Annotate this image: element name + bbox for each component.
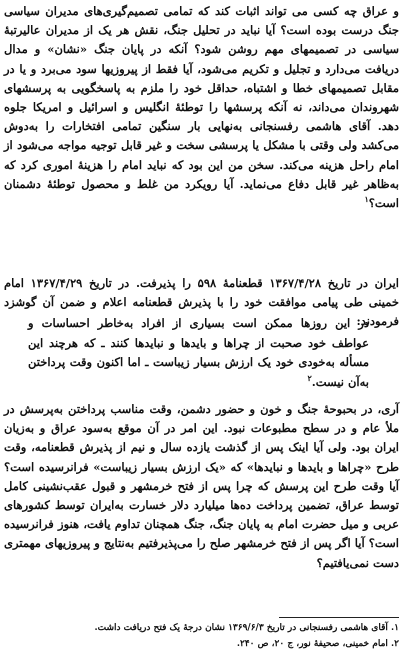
body-paragraph-1: [4, 2, 399, 213]
body-paragraph-2: آری، در بحبوحهٔ جنگ و خون و حضور دشمن، وقت مناسب پرداختن به‌پرسش در ملأ عام و در سطح مطبوعات نبود. این امر در آن موقع به‌سود عراق و به‌زیان ایران بود. ولی آیا اینک پس از گذشت یازده سال و نیم از پذیرش قطعنامه، وقت طرح «چراها و بایدها و نبایدها» که «یک ارزش بسیار زیباست» فرانرسیده است؟ آیا وقت طرح این پرسش که چرا پس از فتح خرمشهر و قبول عقب‌نشینی کامل توسط عراق، تضمین پرداخت ده‌ها میلیارد دلار خسارت به‌ایران توسط کشورهای عربی و میل حضرت امام به پایان جنگ، جنگ همچنان تداوم یافت، هنوز فرانرسیده است؟ آیا اگر پس از فتح خرمشهر صلح را می‌پذیرفتیم به‌نتایج و پیروزیهای مهمتری دست نمی‌یافتیم؟: [4, 402, 399, 570]
block-quote-text: در این روزها ممکن است بسیاری از افراد به‌خاطر احساسات و عواطف خود صحبت از چراها و بایدها و نبایدها کنند ـ که هرچند این مسأله به‌خودی خود یک ارزش بسیار زیباست ـ اما اکنون وقت پرداختن به‌آن نیست.: [28, 316, 369, 389]
body-paragraph-1-text: و عراق چه کسی می تواند اثبات کند که تمامی تصمیم‌گیری‌های مدیران سیاسی جنگ درست بوده است؟ آیا نباید در تحلیل جنگ، نقش هر یک از مدیران عالیرتبهٔ سیاسی در تصمیمهای مهم روشن شود؟ آنکه در پایان جنگ «نشان» و مدال دریافت می‌دارد و تجلیل و تکریم می‌شود، آیا فقط از پیروزیها سود می‌برد و یا در مقابل تصمیمهای خطا و اشتباه، حداقل خود را ملزم به پاسخگویی به پرسشهای شهروندان می‌داند، نه آنکه پرسشها را توطئهٔ انگلیس و اسرائیل و امریکا جلوه دهد. آقای هاشمی رفسنجانی به‌نهایی بار سنگین تمامی افتخارات را به‌دوش می‌کشد ولی وقتی با مشکل یا پرسشی سخت و غیر قابل توجیه مواجه می‌شود از امام راحل هزینه می‌کند. سخن من این بود که نباید امام را هزینهٔ اموری کرد که به‌ظاهر غیر قابل دفاع می‌نماید. آیا رویکرد من غلط و محصول توطئهٔ دشمنان است؟: [4, 4, 399, 211]
quote-lead-paragraph: ایران در تاریخ ۱۳۶۷/۴/۲۸ قطعنامهٔ ۵۹۸ را پذیرفت. در تاریخ ۱۳۶۷/۴/۲۹ امام خمینی طی پیامی موافقت خود را با پذیرش قطعنامه اعلام و ضمن آن گوشزد فرمودند:: [4, 276, 400, 329]
footnotes-section: [4, 620, 399, 652]
footnote-divider: [279, 617, 399, 618]
footnote-marker-1: ۱: [364, 194, 369, 205]
footnote-marker-2: ۲: [307, 372, 312, 383]
block-quote: [28, 314, 369, 392]
footnote-2: ۲. امام خمینی، صحیفهٔ نور، ج ۲۰، ص ۲۴۰.: [236, 639, 399, 649]
footnote-1: ۱. آقای هاشمی رفسنجانی در تاریخ ۱۳۶۹/۶/۳ نشان درجهٔ یک فتح دریافت داشت.: [94, 623, 399, 633]
